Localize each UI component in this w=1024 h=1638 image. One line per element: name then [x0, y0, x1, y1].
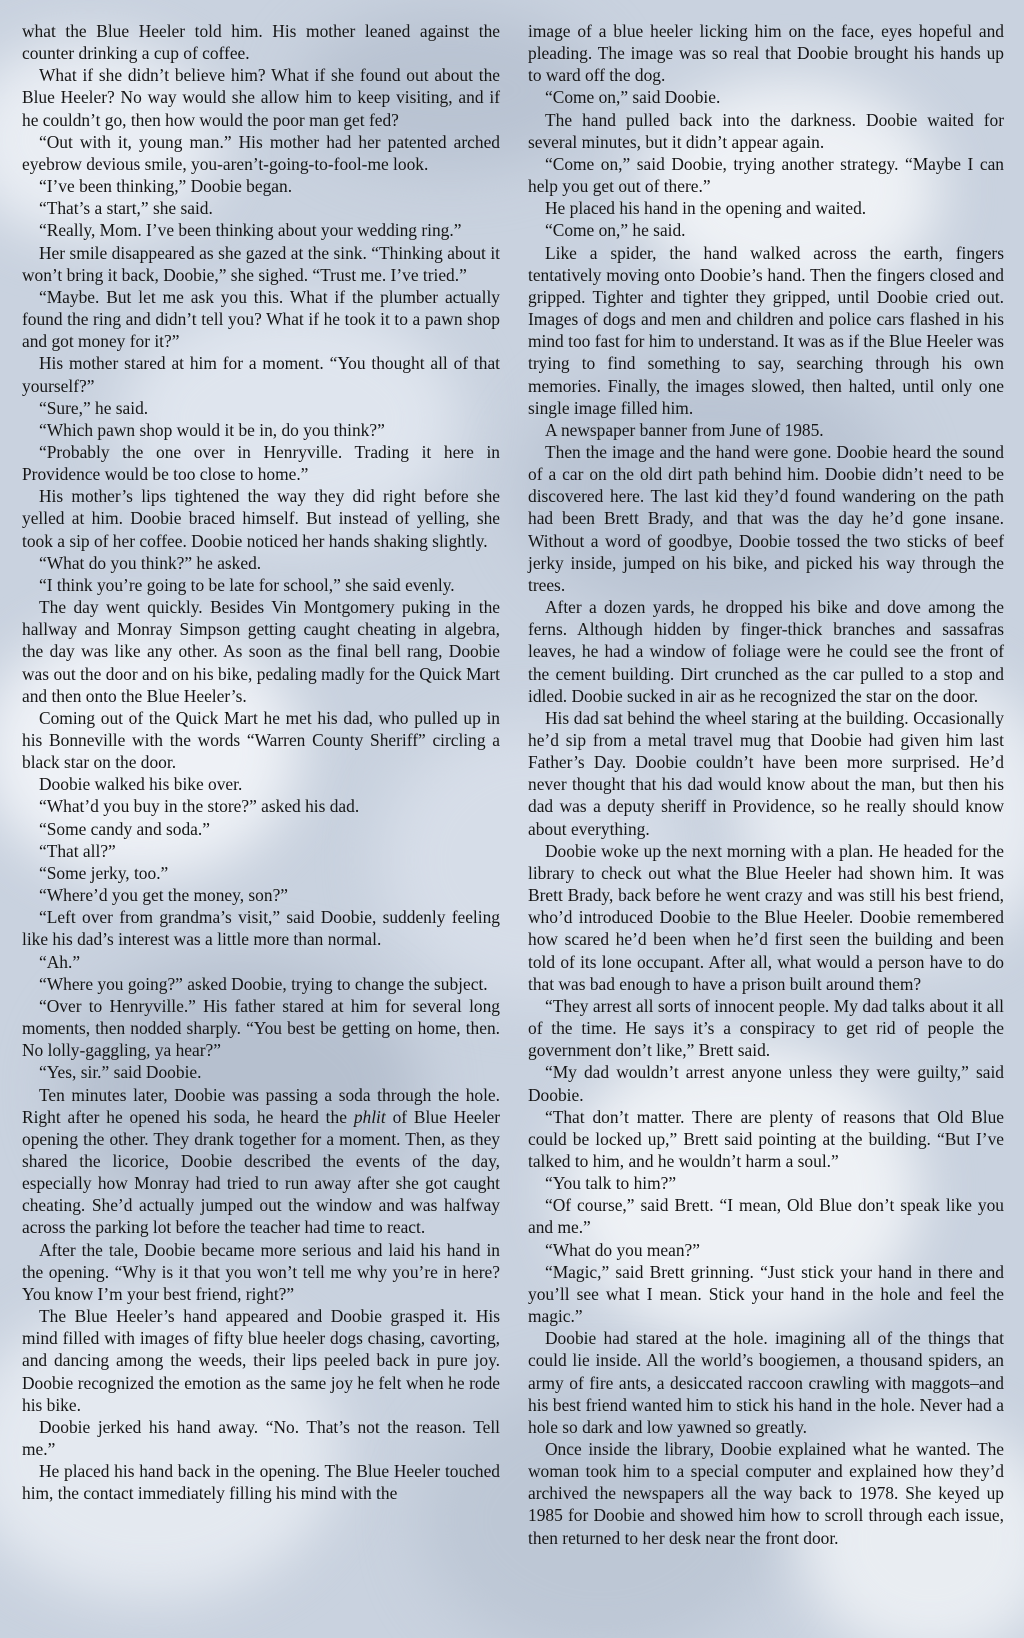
- paragraph: “That all?”: [39, 840, 116, 861]
- left-text-column: [22, 20, 500, 1504]
- paragraph: what the Blue Heeler told him. His mother leaned against the counter drinking a cup of coffee.: [22, 21, 500, 64]
- paragraph: His dad sat behind the wheel staring at the building. Occasionally he’d sip from a metal travel mug that Doobie had given him last Father’s Day. Doobie couldn’t have been more surprised. He’d never thought that his dad would know about the man, but then his dad was a deputy sheriff in Providence, so he really should know about everything.: [528, 707, 1004, 839]
- paragraph: After the tale, Doobie became more serious and laid his hand in the opening. “Why is it that you won’t tell me why you’re in here? You know I’m your best friend, right?”: [22, 1239, 500, 1304]
- paragraph: Doobie jerked his hand away. “No. That’s not the reason. Tell me.”: [22, 1416, 500, 1459]
- paragraph: “I think you’re going to be late for school,” she said evenly.: [39, 574, 455, 595]
- paragraph: He placed his hand in the opening and waited.: [545, 198, 867, 219]
- paragraph: After a dozen yards, he dropped his bike and dove among the ferns. Although hidden by finger-thick branches and sassafras leaves, he had a window of foliage were he could see the front of the cement building. Dirt crunched as the car pulled to a stop and idled. Doobie sucked in air as he recognized the star on the door.: [528, 597, 1004, 706]
- paragraph: “Where you going?” asked Doobie, trying to change the subject.: [39, 973, 488, 994]
- paragraph: His mother’s lips tightened the way they did right before she yelled at him. Doobie braced himself. But instead of yelling, she took a sip of her coffee. Doobie noticed her hands shaking slightly.: [22, 486, 500, 551]
- paragraph: He placed his hand back in the opening. The Blue Heeler touched him, the contact immediately filling his mind with the: [22, 1461, 500, 1504]
- paragraph: “What do you think?” he asked.: [39, 552, 262, 573]
- paragraph: What if she didn’t believe him? What if she found out about the Blue Heeler? No way would she allow him to keep visiting, and if he couldn’t go, then how would the poor man get fed?: [22, 65, 500, 130]
- paragraph: “Come on,” he said.: [545, 220, 686, 241]
- paragraph: The Blue Heeler’s hand appeared and Doobie grasped it. His mind filled with images of fifty blue heeler dogs chasing, cavorting, and dancing among the weeds, their lips peeled back in pure joy. Doobie recognized the emotion as the same joy he felt when he rode his bike.: [22, 1306, 500, 1415]
- paragraph: “Sure,” he said.: [39, 397, 149, 418]
- paragraph: “Ah.”: [39, 951, 81, 972]
- paragraph: “Where’d you get the money, son?”: [39, 885, 289, 906]
- emphasized-word: phlit: [353, 1106, 386, 1127]
- paragraph: Doobie woke up the next morning with a plan. He headed for the library to check out what the Blue Heeler had shown him. It was Brett Brady, back before he went crazy and was still his best friend, who’d introduced Doobie to the Blue Heeler. Doobie remembered how scared he’d been when he’d first seen the building and been told of its lone occupant. After all, what would a person have to do that was bad enough to have a prison built around them?: [528, 840, 1004, 994]
- paragraph: Then the image and the hand were gone. Doobie heard the sound of a car on the old dirt path behind him. Doobie didn’t need to be discovered here. The last kid they’d found wandering on the path had been Brett Brady, and that was the day he’d gone insane. Without a word of goodbye, Doobie tossed the two sticks of beef jerky inside, jumped on his bike, and picked his way through the trees.: [528, 441, 1004, 595]
- paragraph: “Over to Henryville.” His father stared at him for several long moments, then nodded sharply. “You best be getting on home, then. No lolly-gaggling, ya hear?”: [22, 995, 500, 1061]
- paragraph: “That’s a start,” she said.: [39, 198, 213, 219]
- paragraph: “Probably the one over in Henryville. Trading it here in Providence would be too close to home.”: [22, 441, 500, 485]
- paragraph: “Come on,” said Doobie.: [545, 87, 721, 108]
- paragraph: “They arrest all sorts of innocent people. My dad talks about it all of the time. He says it’s a conspiracy to get rid of people the government don’t like,” Brett said.: [528, 995, 1004, 1061]
- paragraph: “Left over from grandma’s visit,” said Doobie, suddenly feeling like his dad’s interest was a little more than normal.: [22, 907, 500, 950]
- paragraph: “Yes, sir.” said Doobie.: [39, 1062, 202, 1083]
- paragraph: Coming out of the Quick Mart he met his dad, who pulled up in his Bonneville with the words “Warren County Sheriff” circling a black star on the door.: [22, 707, 500, 773]
- paragraph: A newspaper banner from June of 1985.: [545, 419, 824, 440]
- paragraph: “My dad wouldn’t arrest anyone unless they were guilty,” said Doobie.: [528, 1062, 1004, 1105]
- paragraph: “I’ve been thinking,” Doobie began.: [39, 176, 293, 197]
- paragraph: Once inside the library, Doobie explained what he wanted. The woman took him to a special computer and explained how they’d archived the newspapers all the way back to 1978. She keyed up 1985 for Doobie and showed him how to scroll through each issue, then returned to her desk near the front door.: [528, 1439, 1004, 1548]
- paragraph: “Out with it, young man.” His mother had her patented arched eyebrow devious smile, you-aren’t-going-to-fool-me look.: [22, 131, 500, 174]
- paragraph: Her smile disappeared as she gazed at the sink. “Thinking about it won’t bring it back, Doobie,” she sighed. “Trust me. I’ve tried.”: [22, 242, 500, 285]
- paragraph: Like a spider, the hand walked across the earth, fingers tentatively moving onto Doobie’s hand. Then the fingers closed and gripped. Tighter and tighter they gripped, until Doobie cried out. Images of dogs and men and children and police cars flashed in his mind too fast for him to understand. It was as if the Blue Heeler was trying to find something to say, searching through his own memories. Finally, the images slowed, then halted, until only one single image filled him.: [528, 242, 1004, 418]
- paragraph: “Maybe. But let me ask you this. What if the plumber actually found the ring and didn’t tell you? What if he took it to a pawn shop and got money for it?”: [22, 286, 500, 352]
- paragraph: His mother stared at him for a moment. “You thought all of that yourself?”: [22, 353, 500, 396]
- paragraph: “You talk to him?”: [545, 1173, 677, 1194]
- paragraph-with-italic: Ten minutes later, Doobie was passing a soda through the hole. Right after he opened his soda, he heard the phlit of Blue Heeler opening the other. They drank together for a moment. Then, as they shared the licorice, Doobie described the events of the day, especially how Monray had tried to run away after she got caught cheating. She’d actually jumped out the window and was halfway across the parking lot before the teacher had time to react.: [22, 1084, 500, 1238]
- paragraph: “Which pawn shop would it be in, do you think?”: [39, 419, 385, 440]
- paragraph: The hand pulled back into the darkness. Doobie waited for several minutes, but it didn’t appear again.: [528, 109, 1004, 152]
- paragraph: “Magic,” said Brett grinning. “Just stick your hand in there and you’ll see what I mean. Stick your hand in the hole and feel the magic.”: [528, 1261, 1004, 1327]
- paragraph: image of a blue heeler licking him on the face, eyes hopeful and pleading. The image was so real that Doobie brought his hands up to ward off the dog.: [528, 21, 1004, 86]
- paragraph: “Of course,” said Brett. “I mean, Old Blue don’t speak like you and me.”: [528, 1195, 1004, 1238]
- right-text-column: [528, 20, 1004, 1549]
- paragraph: “What’d you buy in the store?” asked his dad.: [39, 796, 360, 817]
- paragraph: “Come on,” said Doobie, trying another strategy. “Maybe I can help you get out of there.”: [528, 153, 1004, 197]
- paragraph: The day went quickly. Besides Vin Montgomery puking in the hallway and Monray Simpson getting caught cheating in algebra, the day was like any other. As soon as the final bell rang, Doobie was out the door and on his bike, pedaling madly for the Quick Mart and then onto the Blue Heeler’s.: [22, 597, 500, 706]
- paragraph: “That don’t matter. There are plenty of reasons that Old Blue could be locked up,” Brett said pointing at the building. “But I’ve talked to him, and he wouldn’t harm a soul.”: [528, 1106, 1004, 1171]
- paragraph: “Some jerky, too.”: [39, 862, 169, 883]
- paragraph: “Really, Mom. I’ve been thinking about your wedding ring.”: [39, 220, 462, 241]
- paragraph: “What do you mean?”: [545, 1239, 700, 1260]
- paragraph: “Some candy and soda.”: [39, 818, 210, 839]
- paragraph: Doobie had stared at the hole. imagining all of the things that could lie inside. All the world’s boogiemen, a thousand spiders, an army of fire ants, a desiccated raccoon crawling with maggots–and his best friend wanted him to stick his hand in the hole. Never had a hole so dark and low yawned so greatly.: [528, 1328, 1004, 1437]
- paragraph: Doobie walked his bike over.: [39, 774, 243, 795]
